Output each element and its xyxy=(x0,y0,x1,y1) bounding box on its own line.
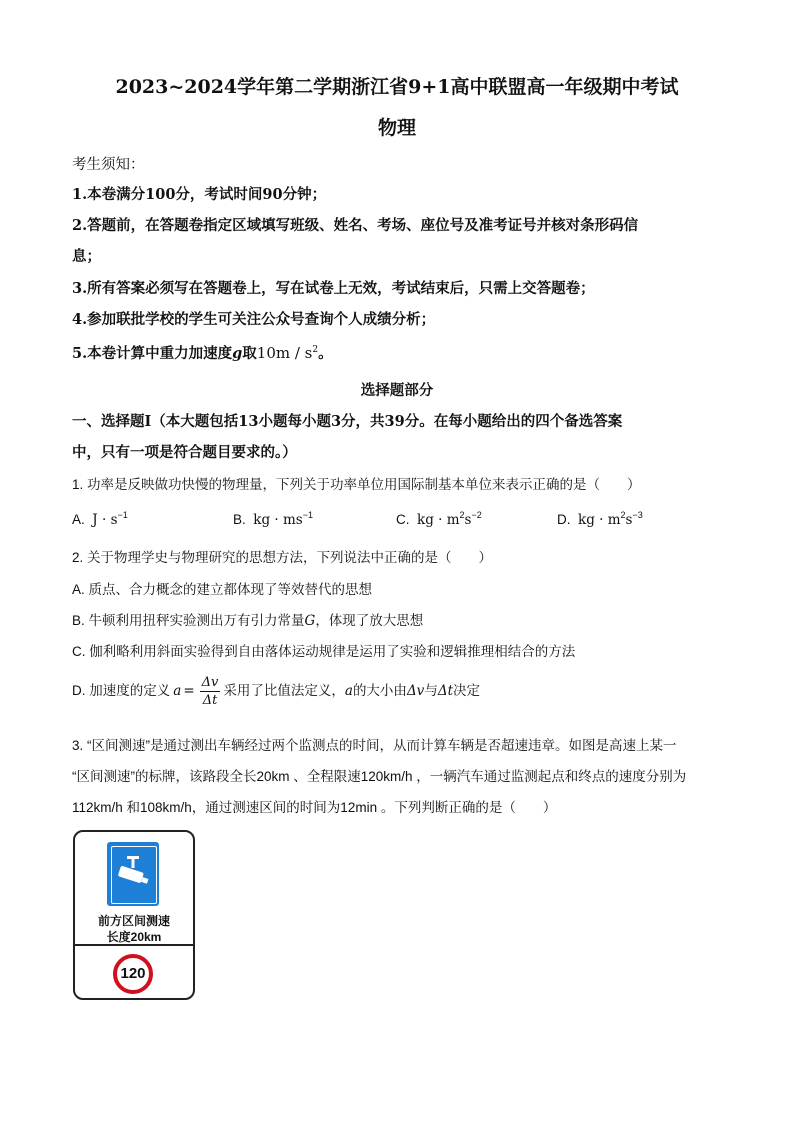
q3-line2: “区间测速”的标牌，该路段全长20km 、全程限速120km/h ，一辆汽车通过监测起点和终点的速度分别为 xyxy=(72,769,687,784)
instruction-item-2: 2.答题前，在答题卷指定区域填写班级、姓名、考场、座位号及准考证号并核对条形码信 xyxy=(72,217,639,234)
speed-zone-sign xyxy=(73,830,195,1000)
q2-option-a: A. 质点、合力概念的建立都体现了等效替代的思想 xyxy=(72,582,373,597)
q1-option-d: D. kg · $m^2s^{-3}$ xyxy=(557,510,643,528)
instruction-item-3: 3.所有答案必须写在答题卷上，写在试卷上无效，考试结束后，只需上交答题卷； xyxy=(72,280,595,297)
q1-option-b: B. kg · $ms^{-1}$ xyxy=(233,510,313,528)
part1-heading-line1: 一、选择题Ⅰ（本大题包括13小题每小题3分，共39分。在每小题给出的四个备选答案 xyxy=(72,413,623,430)
q3-line3: 112km/h 和108km/h，通过测速区间的时间为12min 。下列判断正确的是（ ） xyxy=(72,800,557,815)
acceleration-fraction: $\frac{\Delta v}{\Delta t}$ xyxy=(201,675,219,708)
q1-option-a: A. $J \cdot s^{-1}$ xyxy=(72,510,128,528)
item5-value: $10m / s^2$ xyxy=(256,344,319,362)
item5-g: g xyxy=(232,345,243,362)
sign-text-line1: 前方区间测速 xyxy=(97,914,170,928)
q1-stem: 1. 功率是反映做功快慢的物理量，下列关于功率单位用国际制基本单位来表示正确的是（ ） xyxy=(72,477,641,492)
instruction-item-1: 1.本卷满分100分，考试时间90分钟； xyxy=(72,186,327,203)
q2-stem: 2. 关于物理学史与物理研究的思想方法，下列说法中正确的是（ ） xyxy=(72,550,493,565)
instruction-item-5 xyxy=(72,342,333,363)
instructions-heading: 考生须知： xyxy=(72,157,145,173)
speed-limit-badge: 120 xyxy=(113,954,153,994)
sign-text-line2: 长度20km xyxy=(106,930,162,944)
q2-option-c: C. 伽利略利用斜面实验得到自由落体运动规律是运用了实验和逻辑推理相结合的方法 xyxy=(72,644,576,659)
item5-end: 。 xyxy=(318,345,333,362)
instruction-item-4: 4.参加联批学校的学生可关注公众号查询个人成绩分析； xyxy=(72,311,436,328)
section-title: 选择题部分 xyxy=(360,382,434,399)
exam-subject: 物理 xyxy=(377,117,416,139)
q1-option-c: C. kg · $m^2s^{-2}$ xyxy=(396,510,482,528)
instruction-item-2-cont: 息； xyxy=(72,248,101,265)
sign-upper-panel xyxy=(75,832,193,944)
q3-line1: 3. “区间测速”是通过测出车辆经过两个监测点的时间，从而计算车辆是否超速违章。如图是高速上某一 xyxy=(72,738,677,753)
exam-title: 2023~2024学年第二学期浙江省9+1高中联盟高一年级期中考试 xyxy=(115,76,679,98)
item5-mid: 取 xyxy=(242,345,257,362)
camera-icon xyxy=(107,842,159,906)
part1-heading-line2: 中，只有一项是符合题目要求的。） xyxy=(72,444,297,461)
q2-option-d: D. 加速度的定义 a = $\frac{\Delta v}{\Delta t}$ 采用了比值法定义，a的大小由Δv与Δt决定 xyxy=(72,675,481,708)
item5-prefix: 5.本卷计算中重力加速度 xyxy=(72,345,233,362)
sign-blue-panel xyxy=(107,842,159,906)
q2-option-b: B. 牛顿利用扭秤实验测出万有引力常量G，体现了放大思想 xyxy=(72,613,424,629)
